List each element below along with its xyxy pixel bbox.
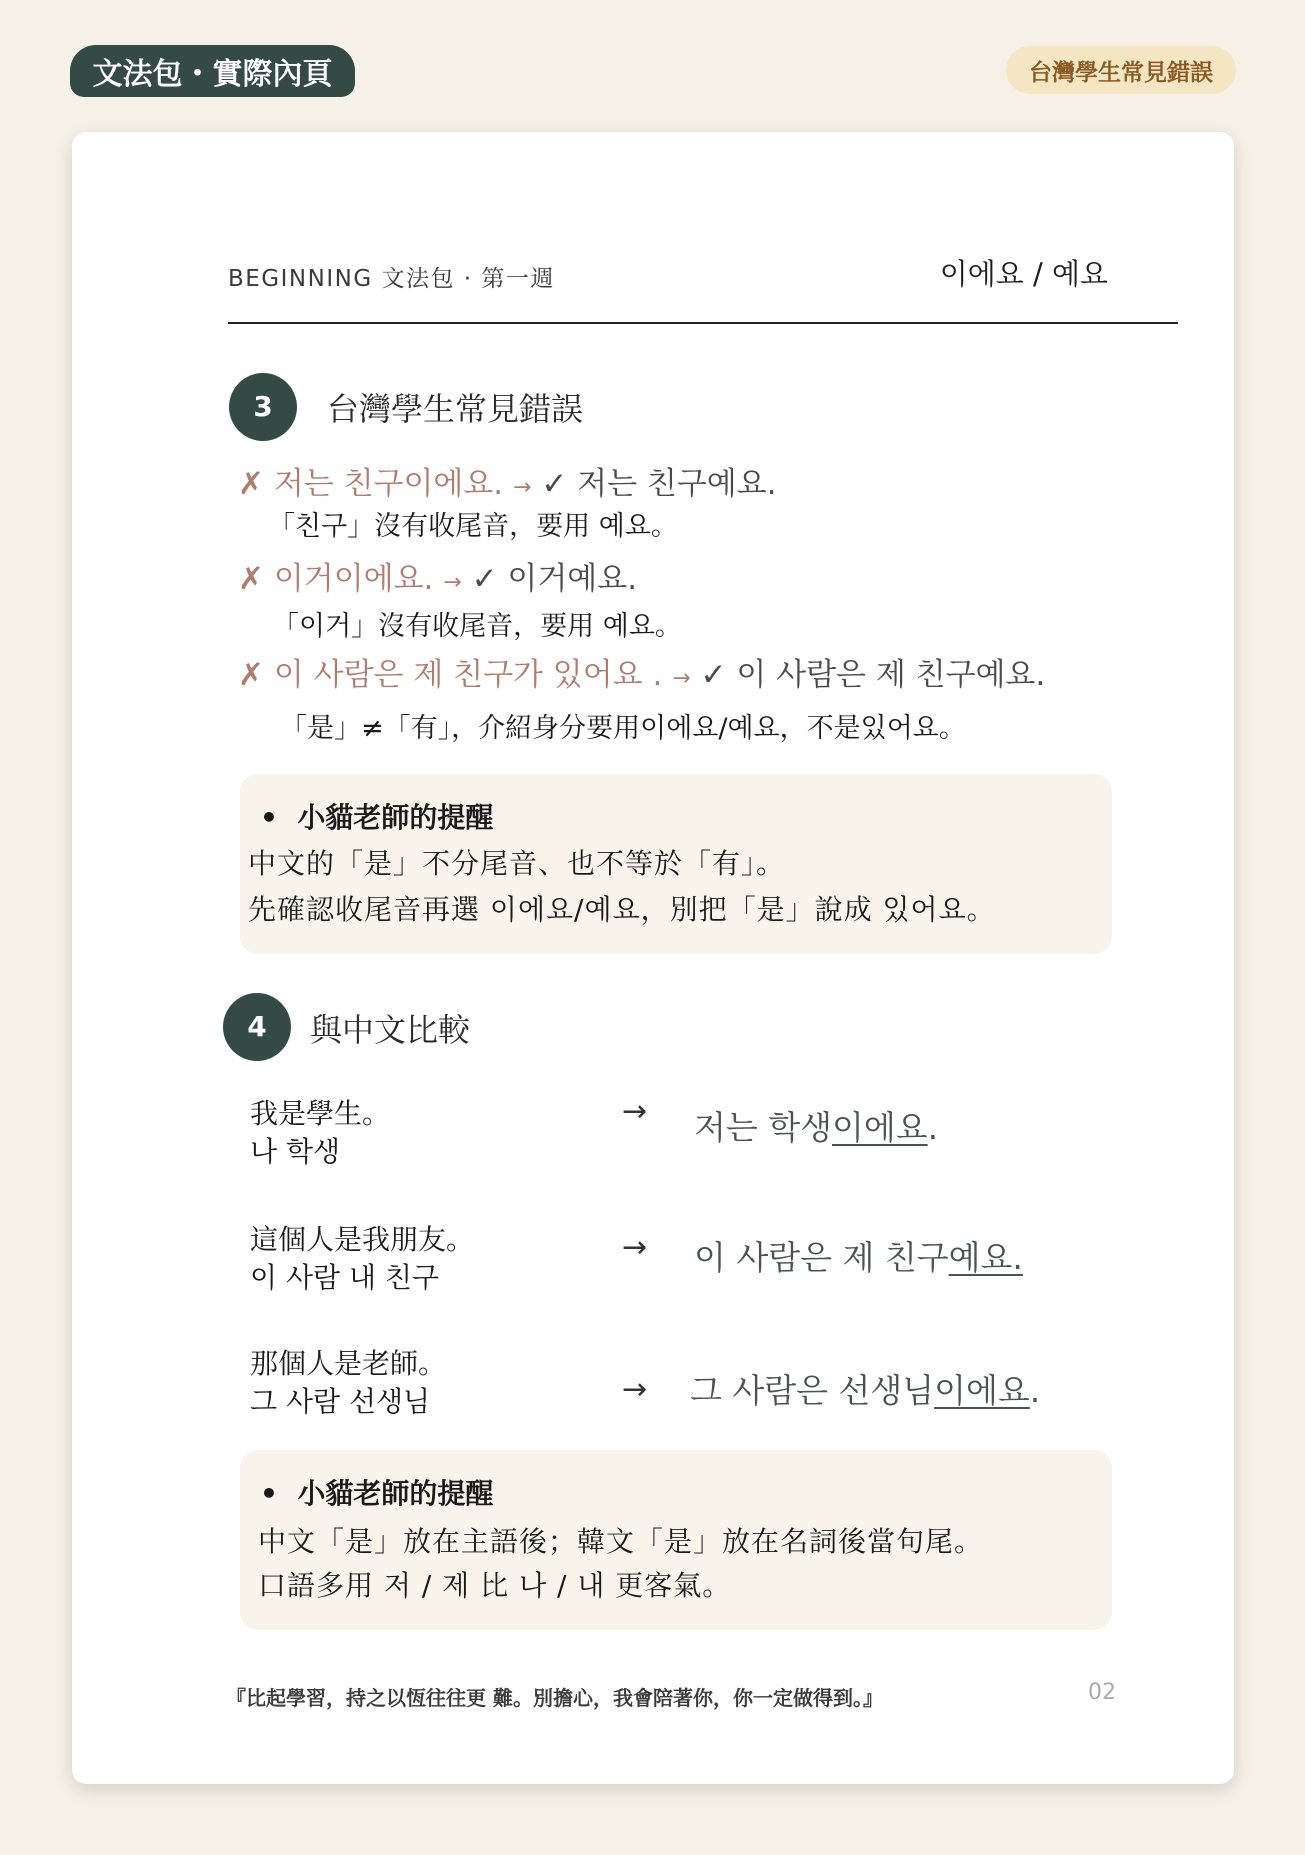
bullet-icon: • bbox=[260, 1477, 298, 1510]
mistake-3-right: ✓ 이 사람은 제 친구예요. bbox=[700, 657, 1046, 693]
mistake-1-note: 「친구」沒有收尾音，要用 예요。 bbox=[268, 511, 678, 542]
compare-1-ko: 나 학생 bbox=[250, 1135, 341, 1168]
compare-3-ko: 그 사람 선생님 bbox=[250, 1385, 431, 1418]
compare-3-result: 그 사람은 선생님이에요. bbox=[690, 1371, 1041, 1410]
compare-2-ending: 예요. bbox=[948, 1238, 1023, 1277]
mistake-1 bbox=[238, 458, 777, 503]
tip-1-heading: • 小貓老師的提醒 bbox=[260, 801, 494, 834]
compare-1-arrow: → bbox=[622, 1094, 648, 1129]
section-4-number: 4 bbox=[223, 993, 291, 1061]
page-header-left: BEGINNING 文法包 · 第一週 bbox=[228, 266, 555, 292]
mistake-2-note: 「이거」沒有收尾音，要用 예요。 bbox=[272, 611, 682, 642]
mistake-2-right: ✓ 이거예요. bbox=[471, 561, 638, 597]
mistake-1-wrong: ✗ 저는 친구이에요. bbox=[238, 466, 504, 502]
mistake-2 bbox=[238, 553, 637, 598]
compare-2-result: 이 사람은 제 친구예요. bbox=[694, 1238, 1023, 1277]
compare-2-ko: 이 사람 내 친구 bbox=[250, 1261, 439, 1294]
footer-quote: 『比起學習，持之以恆往往更 難。別擔心，我會陪著你，你一定做得到。』 bbox=[226, 1686, 883, 1710]
page-header-right: 이에요 / 예요 bbox=[939, 257, 1108, 291]
topic-badge: 台灣學生常見錯誤 bbox=[1006, 46, 1236, 94]
compare-3-ending: 이에요 bbox=[934, 1371, 1030, 1410]
header-divider bbox=[228, 322, 1178, 324]
section-3-number: 3 bbox=[229, 373, 297, 441]
compare-2-arrow: → bbox=[622, 1230, 648, 1265]
tip-1-line-2: 先確認收尾音再選 이에요/예요，別把「是」說成 있어요。 bbox=[248, 893, 996, 926]
tip-2-heading: • 小貓老師的提醒 bbox=[260, 1477, 494, 1510]
section-3-title: 台灣學生常見錯誤 bbox=[327, 390, 584, 428]
mistake-3-wrong: ✗ 이 사람은 제 친구가 있어요 . bbox=[238, 657, 663, 693]
mistake-1-arrow: → bbox=[513, 475, 532, 500]
compare-2-zh: 這個人是我朋友。 bbox=[250, 1223, 475, 1256]
tip-box-1 bbox=[240, 774, 1112, 954]
tip-2-line-2: 口語多用 저 / 제 比 나 / 내 更客氣。 bbox=[258, 1569, 732, 1602]
section-4-title: 與中文比較 bbox=[310, 1011, 471, 1049]
mistake-2-arrow: → bbox=[443, 570, 462, 595]
pack-badge: 文法包・實際內頁 bbox=[70, 45, 355, 97]
compare-3-arrow: → bbox=[622, 1372, 648, 1407]
mistake-3-arrow: → bbox=[672, 666, 691, 691]
tip-box-2 bbox=[240, 1450, 1112, 1630]
tip-1-line-1: 中文的「是」不分尾音、也不等於「有」。 bbox=[248, 847, 786, 880]
page-card bbox=[72, 132, 1234, 1784]
compare-1-result: 저는 학생이에요. bbox=[694, 1108, 939, 1147]
mistake-2-wrong: ✗ 이거이에요. bbox=[238, 561, 434, 597]
compare-1-ending: 이에요 bbox=[832, 1108, 928, 1147]
tip-2-line-1: 中文「是」放在主語後；韓文「是」放在名詞後當句尾。 bbox=[258, 1525, 984, 1558]
mistake-3 bbox=[238, 649, 1045, 694]
mistake-3-note: 「是」≠「有」，介紹身分要用이에요/예요，不是있어요。 bbox=[280, 713, 966, 744]
compare-3-zh: 那個人是老師。 bbox=[250, 1347, 447, 1380]
mistake-1-right: ✓ 저는 친구예요. bbox=[541, 466, 777, 502]
bullet-icon: • bbox=[260, 801, 298, 834]
compare-1-zh: 我是學生。 bbox=[250, 1097, 391, 1130]
page-number: 02 bbox=[1088, 1680, 1116, 1705]
